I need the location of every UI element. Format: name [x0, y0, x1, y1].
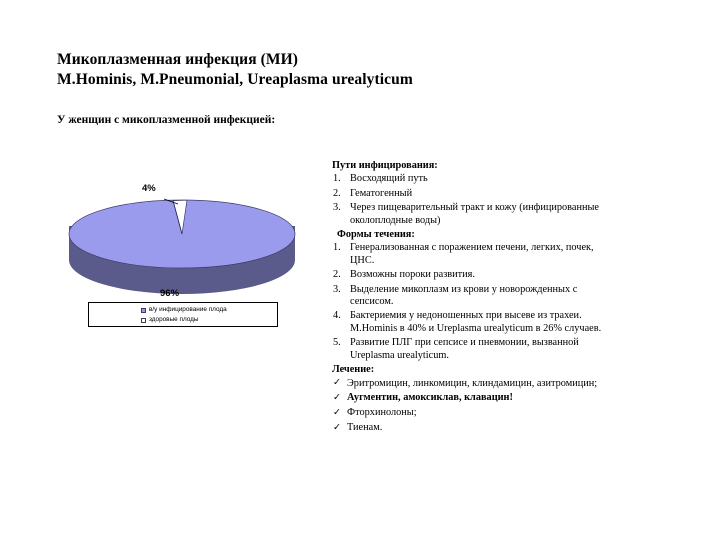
list-text-continued: M.Hominis в 40% и Ureplasma urealyticum в 26% случаев.: [350, 322, 602, 334]
list-item: [332, 310, 657, 335]
list-text: Тиенам.: [347, 422, 383, 434]
list-item: [332, 269, 657, 281]
pie-chart: [60, 160, 305, 340]
list-number: 5.: [333, 337, 341, 349]
list-text: Выделение микоплазм из крови у новорожденных с: [350, 283, 578, 295]
list-text: Фторхинолоны;: [347, 407, 417, 419]
list-text-continued: ЦНС.: [350, 254, 375, 266]
heading-routes: Пути инфицирования:: [332, 160, 438, 171]
list-number: 4.: [333, 310, 341, 322]
legend-label-healthy: здоровые плоды: [149, 316, 199, 323]
list-text: Восходящий путь: [350, 173, 428, 185]
list-item: [332, 173, 657, 185]
pie-svg: [60, 182, 305, 297]
list-item: [332, 242, 657, 267]
slide-subtitle: У женщин с микоплазменной инфекцией:: [57, 114, 276, 126]
list-text-continued: Ureplasma urealyticum.: [350, 349, 449, 361]
list-item: [332, 422, 657, 434]
list-number: 2.: [333, 187, 341, 199]
check-icon: ✓: [333, 406, 341, 418]
list-treatment: [332, 378, 657, 435]
list-text: Бактериемия у недоношенных при высеве из трахеи.: [350, 310, 582, 322]
legend-label-infected: в/у инфицирование плода: [149, 306, 227, 313]
list-text: Через пищеварительный тракт и кожу (инфицированные: [350, 202, 599, 214]
pie-label-96-percent: 96%: [160, 288, 180, 299]
legend-item-healthy: [141, 316, 199, 324]
list-forms: [332, 242, 657, 362]
list-number: 3.: [333, 202, 341, 214]
content-column: [332, 160, 657, 437]
list-text: Аугментин, амоксиклав, клавацин!: [347, 392, 513, 404]
list-item: [332, 337, 657, 362]
check-icon: ✓: [333, 377, 341, 388]
list-item: [332, 202, 657, 227]
slide-title: [57, 50, 677, 90]
list-item: [332, 378, 657, 390]
title-line-2: M.Hominis, M.Pneumonial, Ureaplasma urealyticum: [57, 71, 413, 88]
list-number: 1.: [333, 173, 341, 185]
list-text: Генерализованная с поражением печени, легких, почек,: [350, 242, 594, 254]
list-text: Гематогенный: [350, 187, 413, 199]
list-text: Развитие ПЛГ при сепсисе и пневмонии, вызванной: [350, 337, 579, 349]
legend-swatch-healthy: [141, 318, 146, 323]
list-item: [332, 284, 657, 309]
list-text-continued: сепсисом.: [350, 296, 394, 308]
list-number: 2.: [333, 269, 341, 281]
list-number: 1.: [333, 242, 341, 254]
title-line-1: Микоплазменная инфекция (МИ): [57, 51, 299, 68]
legend-item-infected: [141, 306, 227, 314]
list-item: [332, 392, 657, 404]
list-number: 3.: [333, 283, 341, 295]
heading-treatment: Лечение:: [332, 364, 375, 376]
list-item: [332, 407, 657, 419]
list-text-continued: околоплодные воды): [350, 214, 441, 226]
pie-label-4-percent: 4%: [142, 183, 156, 194]
heading-forms: Формы течения:: [337, 229, 415, 241]
legend-swatch-infected: [141, 308, 146, 313]
list-text: Эритромицин, линкомицин, клиндамицин, азитромицин;: [347, 377, 598, 389]
list-routes: [332, 173, 657, 227]
check-icon: ✓: [333, 421, 341, 433]
pie-chart-graphic: [60, 182, 305, 297]
check-icon: ✓: [333, 391, 341, 403]
list-text: Возможны пороки развития.: [350, 269, 475, 281]
list-item: [332, 188, 657, 200]
chart-legend: [88, 302, 278, 327]
